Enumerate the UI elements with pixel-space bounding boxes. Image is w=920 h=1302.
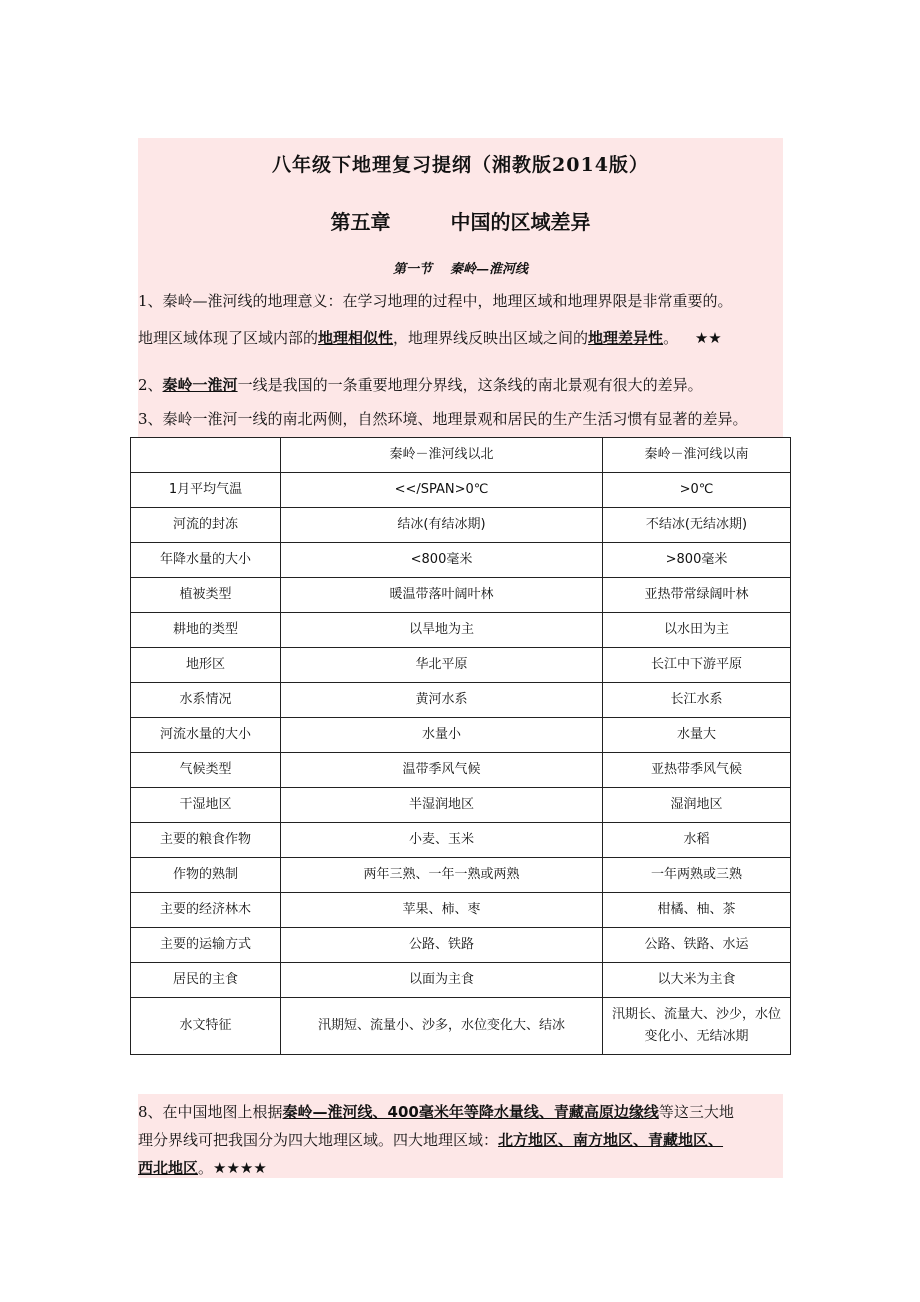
row-label-cell: 居民的主食 [131, 963, 281, 998]
table-cell: 不结冰(无结冰期) [603, 508, 791, 543]
table-row [131, 508, 791, 543]
table-cell: 亚热带季风气候 [603, 753, 791, 788]
text-span: 2、 [138, 376, 163, 394]
keyword-four-regions: 北方地区、南方地区、青藏地区、 [498, 1131, 724, 1149]
keyword-similarity: 地理相似性 [318, 329, 394, 347]
table-header-row [131, 438, 791, 473]
text-span: 地理区域体现了区域内部的 [138, 329, 319, 347]
row-label-cell: 气候类型 [131, 753, 281, 788]
importance-stars: ★★★★ [213, 1159, 267, 1177]
table-row [131, 893, 791, 928]
table-cell: <</SPAN>0℃ [281, 473, 603, 508]
row-label-cell: 干湿地区 [131, 788, 281, 823]
paragraph-8-line-1 [138, 1103, 783, 1121]
table-cell: 半湿润地区 [281, 788, 603, 823]
table-row [131, 648, 791, 683]
section-heading [138, 258, 783, 277]
table-cell: 柑橘、柚、茶 [603, 893, 791, 928]
table-cell: 亚热带常绿阔叶林 [603, 578, 791, 613]
table-row [131, 963, 791, 998]
table-cell: 以面为主食 [281, 963, 603, 998]
table-row [131, 753, 791, 788]
table-cell: 小麦、玉米 [281, 823, 603, 858]
table-cell: 汛期短、流量小、沙多，水位变化大、结冰 [281, 998, 603, 1055]
row-label-cell: 水系情况 [131, 683, 281, 718]
importance-stars: ★★ [694, 329, 722, 347]
table-cell: 两年三熟、一年一熟或两熟 [281, 858, 603, 893]
table-row [131, 928, 791, 963]
row-label-cell: 植被类型 [131, 578, 281, 613]
table-row [131, 823, 791, 858]
table-cell: 结冰(有结冰期) [281, 508, 603, 543]
paragraph-1-line-2 [138, 329, 783, 347]
text-span: ，地理界线反映出区域之间的 [393, 329, 589, 347]
table-cell: 暖温带落叶阔叶林 [281, 578, 603, 613]
table-cell: <800毫米 [281, 543, 603, 578]
keyword-difference: 地理差异性 [588, 329, 664, 347]
chapter-heading [138, 206, 783, 235]
row-label-cell: 水文特征 [131, 998, 281, 1055]
table-cell: 一年两熟或三熟 [603, 858, 791, 893]
paragraph-8-line-3 [138, 1159, 783, 1177]
table-cell: 长江水系 [603, 683, 791, 718]
row-label-cell: 主要的粮食作物 [131, 823, 281, 858]
text-span: 理分界线可把我国分为四大地理区域。四大地理区域： [138, 1131, 499, 1149]
table-cell: >800毫米 [603, 543, 791, 578]
table-cell: 黄河水系 [281, 683, 603, 718]
table-row [131, 718, 791, 753]
text-span: 等这三大地 [658, 1103, 734, 1121]
text-span: 8、在中国地图上根据 [138, 1103, 283, 1121]
table-row [131, 788, 791, 823]
paragraph-8-line-2 [138, 1131, 783, 1149]
text-span: 。 [198, 1159, 214, 1177]
table-header-cell [131, 438, 281, 473]
table-row [131, 578, 791, 613]
table-cell: 温带季风气候 [281, 753, 603, 788]
paragraph-2 [138, 376, 783, 394]
row-label-cell: 年降水量的大小 [131, 543, 281, 578]
table-cell: 汛期长、流量大、沙少，水位变化小、无结冰期 [603, 998, 791, 1055]
table-cell: 公路、铁路、水运 [603, 928, 791, 963]
section-number: 第一节 [392, 262, 432, 277]
row-label-cell: 河流水量的大小 [131, 718, 281, 753]
table-row [131, 998, 791, 1055]
chapter-number: 第五章 [330, 210, 391, 234]
row-label-cell: 主要的运输方式 [131, 928, 281, 963]
table-row [131, 473, 791, 508]
table-row [131, 683, 791, 718]
table-cell: 水量大 [603, 718, 791, 753]
document-title: 八年级下地理复习提纲（湘教版2014版） [272, 154, 649, 176]
paragraph-3: 3、秦岭一淮河一线的南北两侧，自然环境、地理景观和居民的生产生活习惯有显著的差异。 [138, 410, 748, 428]
table-cell: 水稻 [603, 823, 791, 858]
table-cell: 水量小 [281, 718, 603, 753]
table-cell: 以水田为主 [603, 613, 791, 648]
table-cell: >0℃ [603, 473, 791, 508]
comparison-table [130, 437, 791, 1055]
table-cell: 以旱地为主 [281, 613, 603, 648]
row-label-cell: 河流的封冻 [131, 508, 281, 543]
section-name: 秦岭—淮河线 [450, 262, 529, 277]
table-cell: 华北平原 [281, 648, 603, 683]
row-label-cell: 主要的经济林木 [131, 893, 281, 928]
table-cell: 湿润地区 [603, 788, 791, 823]
table-row [131, 543, 791, 578]
table-cell: 长江中下游平原 [603, 648, 791, 683]
keyword-qinling-huaihe: 秦岭一淮河 [162, 376, 238, 394]
table-row [131, 858, 791, 893]
table-header-cell: 秦岭－淮河线以南 [603, 438, 791, 473]
table-cell: 以大米为主食 [603, 963, 791, 998]
table-cell: 苹果、柿、枣 [281, 893, 603, 928]
row-label-cell: 1月平均气温 [131, 473, 281, 508]
row-label-cell: 作物的熟制 [131, 858, 281, 893]
table-cell: 公路、铁路 [281, 928, 603, 963]
text-span: 一线是我国的一条重要地理分界线，这条线的南北景观有很大的差异。 [237, 376, 703, 394]
row-label-cell: 地形区 [131, 648, 281, 683]
keyword-three-boundaries: 秦岭—淮河线、400毫米年等降水量线、青藏高原边缘线 [282, 1103, 659, 1121]
chapter-name: 中国的区域差异 [450, 210, 591, 234]
paragraph-1-line-1: 1、秦岭—淮河线的地理意义：在学习地理的过程中，地理区域和地理界限是非常重要的。 [138, 292, 733, 310]
table-header-cell: 秦岭－淮河线以北 [281, 438, 603, 473]
row-label-cell: 耕地的类型 [131, 613, 281, 648]
keyword-northwest: 西北地区 [138, 1159, 199, 1177]
table-row [131, 613, 791, 648]
text-span: 。 [663, 329, 679, 347]
